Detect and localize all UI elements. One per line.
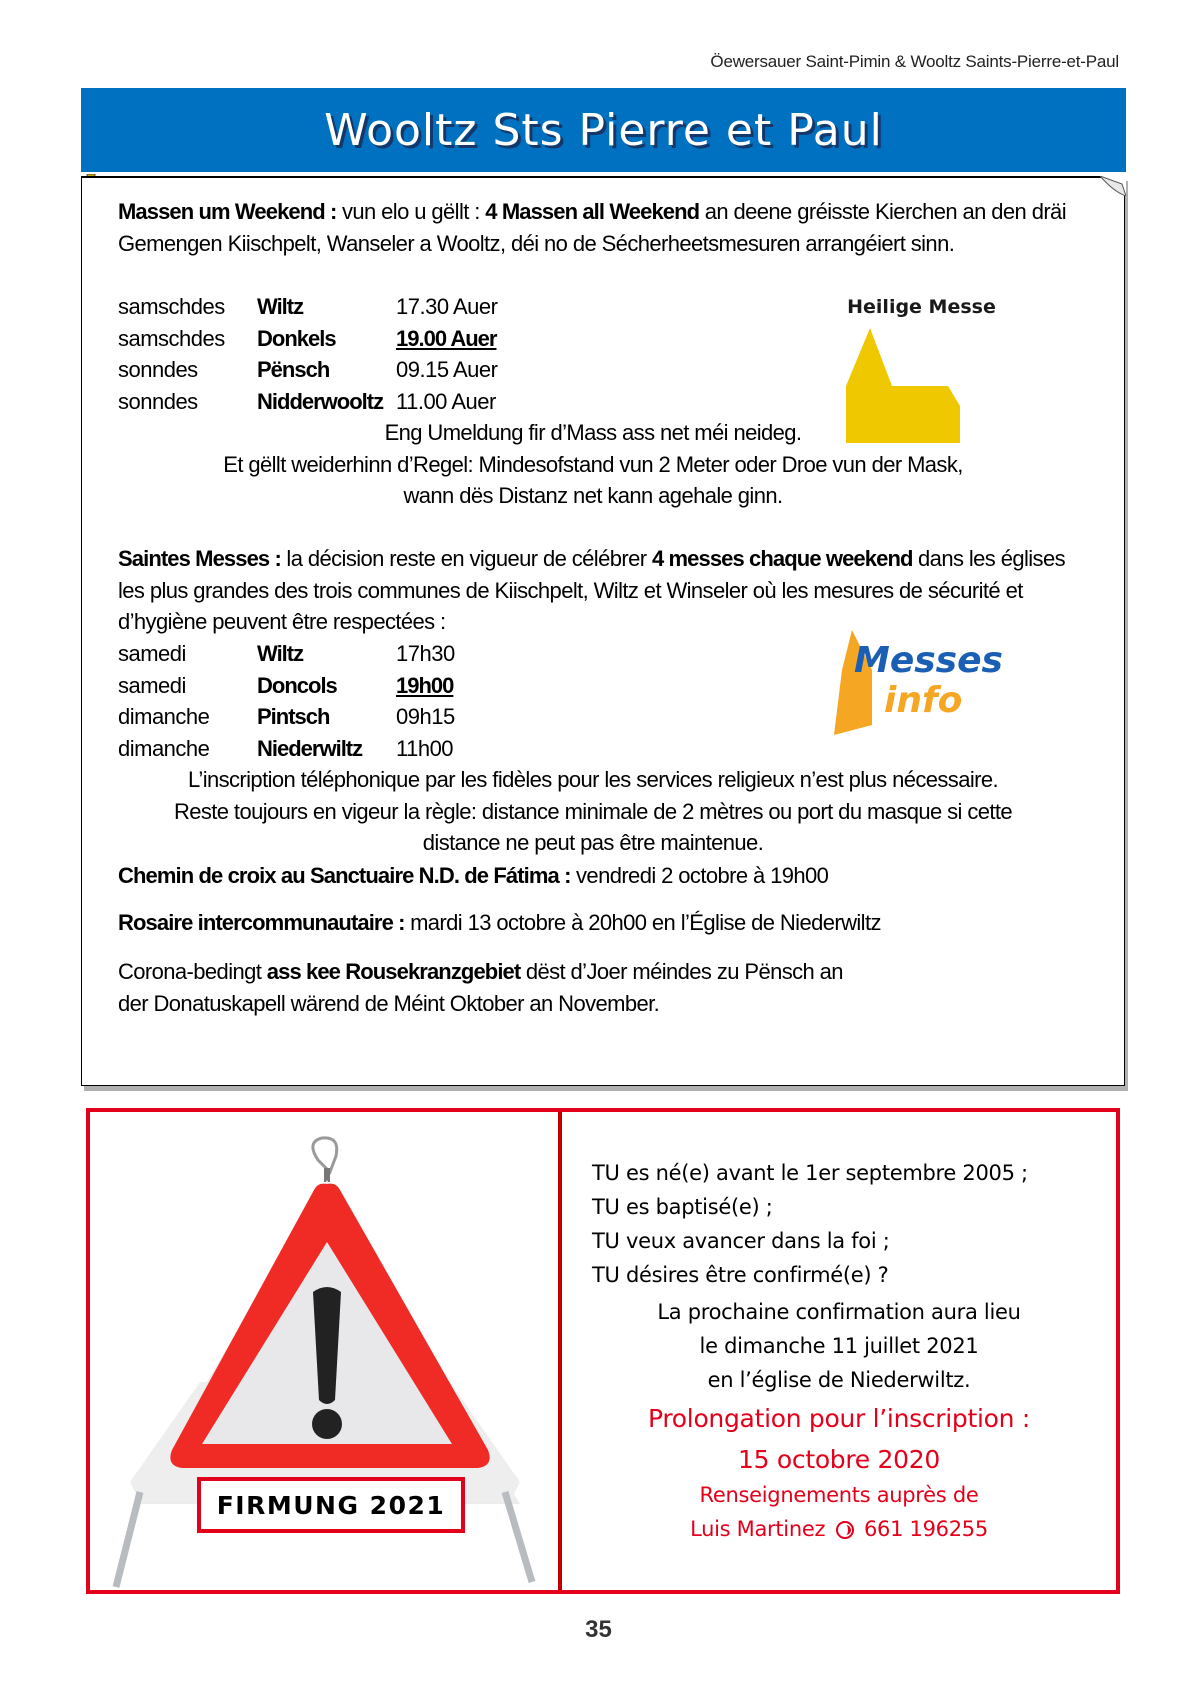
schedule-day: sonndes [118,357,198,382]
schedule-row [118,701,455,733]
schedule-time: 09.15 Auer [396,357,498,382]
schedule-place: Donkels [257,325,336,351]
heilige-messe-logo [834,296,1009,446]
confirmation-date-text [562,1295,1116,1397]
lb-schedule [118,291,497,417]
lb-heading: Massen um Weekend : [118,199,337,224]
schedule-day: samedi [118,641,186,666]
question-item: TU veux avancer dans la foi ; [592,1229,890,1253]
schedule-place: Doncols [257,672,337,698]
fr-heading: Saintes Messes : [118,546,281,571]
lb-text2: an deene gréisste Kierchen an den dräi Gemengen Kiischpelt, Wanseler a Wooltz, déi no de Sécherheetsmesuren arrangéiert sinn. [118,199,1066,256]
lb-note: Eng Umeldung fir d’Mass ass net méi neideg. [384,420,802,445]
contact-name: Luis Martinez [690,1517,826,1541]
schedule-time: 11.00 Auer [396,388,496,414]
question-item: TU désires être confirmé(e) ? [592,1263,889,1287]
schedule-row [118,386,497,418]
corona-text2: dëst d’Joer méindes zu Pënsch an der Donatuskapell wärend de Méint Oktober an November. [118,959,843,1016]
event-chemin-de-croix [118,860,1094,892]
deadline-date: 15 octobre 2020 [738,1445,940,1474]
confirmation-line: La prochaine confirmation aura lieu [657,1300,1021,1324]
lb-note: Et gëllt weiderhinn d’Regel: Mindesofstand vun 2 Meter oder Droe vun der Mask, [223,451,963,477]
question-item: TU es baptisé(e) ; [592,1195,773,1219]
warning-sign-image [100,1132,550,1592]
fr-note: distance ne peut pas être maintenue. [422,830,764,855]
page-number: 35 [585,1616,612,1643]
schedule-day: dimanche [118,735,210,761]
corona-paragraph [118,956,864,1019]
fr-text1: la décision reste en vigueur de célébrer [280,546,652,571]
schedule-row [118,291,497,323]
schedule-time: 19.00 Auer [396,325,497,351]
lb-text1: vun elo u gëllt : [336,199,486,224]
schedule-day: samedi [118,672,186,698]
banner-title: Wooltz Sts Pierre et Paul [324,104,883,156]
question-item: TU es né(e) avant le 1er septembre 2005 ; [592,1161,1028,1185]
fr-text2: dans les églises les plus grandes des trois communes de Kiischpelt, Wiltz et Winseler où les mesures de sécurité et d’hygiène peuvent être respectées : [118,546,1065,634]
event-detail: vendredi 2 octobre à 19h00 [570,863,829,888]
messes-word: Messes [854,640,1003,681]
confirmation-line: le dimanche 11 juillet 2021 [699,1334,979,1358]
schedule-place: Wiltz [257,641,304,666]
contact-phone[interactable]: 661 196255 [863,1517,988,1541]
schedule-row [118,670,455,702]
event-detail: mardi 13 octobre à 20h00 en l’Église de Niederwiltz [404,910,881,935]
lb-intro-paragraph [118,196,1094,259]
contact-line [562,1512,1116,1546]
fr-schedule [118,638,455,764]
messes-info-logo [834,630,1004,740]
corona-text1: Corona-bedingt [118,959,267,984]
firmung-box [86,1108,1120,1594]
heilige-messe-label: Heilige Messe [847,296,996,318]
firmung-sign-label: FIRMUNG 2021 [197,1477,465,1533]
schedule-row [118,733,455,765]
fr-note: Reste toujours en vigeur la règle: distance minimale de 2 mètres ou port du masque si cette [173,798,1013,824]
event-title: Rosaire intercommunautaire : [118,910,405,935]
fr-notes [62,764,1124,859]
schedule-day: dimanche [118,704,210,729]
schedule-time: 09h15 [396,704,455,729]
schedule-row [118,323,497,355]
schedule-place: Niederwiltz [257,735,363,761]
confirmation-info [562,1112,1116,1590]
phone-icon [836,1521,854,1539]
contact-intro: Renseignements auprès de [699,1483,979,1507]
schedule-time: 19h00 [396,672,454,698]
section-banner [81,88,1126,172]
schedule-time: 17h30 [396,641,455,666]
church-icon [846,328,966,443]
fr-note: L’inscription téléphonique par les fidèles pour les services religieux n’est plus nécessaire. [187,767,998,792]
schedule-time: 17.30 Auer [396,294,498,319]
page-curl-icon [1100,176,1126,196]
fr-bold1: 4 messes chaque weekend [651,546,913,571]
info-word: info [884,680,963,721]
schedule-place: Wiltz [257,294,304,319]
event-rosaire [118,907,1094,939]
schedule-time: 11h00 [396,735,454,761]
fr-intro-paragraph [118,543,1094,638]
confirmation-line: en l’église de Niederwiltz. [707,1368,971,1392]
schedule-row [118,638,455,670]
messes-info-icon [834,630,1004,740]
schedule-place: Nidderwooltz [257,388,384,414]
schedule-day: samschdes [118,325,225,351]
schedule-row [118,354,497,386]
lb-bold1: 4 Massen all Weekend [485,199,700,224]
corona-bold: ass kee Rousekranzgebiet [266,959,521,984]
deadline-title: Prolongation pour l’inscription : [648,1404,1030,1433]
lb-note: wann dës Distanz net kann agehale ginn. [403,483,783,508]
schedule-place: Pënsch [257,357,330,382]
question-list [592,1156,1028,1292]
event-title: Chemin de croix au Sanctuaire N.D. de Fátima : [118,863,571,888]
schedule-place: Pintsch [257,704,330,729]
running-head: Öewersauer Saint-Pimin & Wooltz Saints-Pierre-et-Paul [710,52,1119,71]
schedule-day: samschdes [118,294,225,319]
mass-info-box [81,176,1125,1086]
schedule-day: sonndes [118,388,198,414]
